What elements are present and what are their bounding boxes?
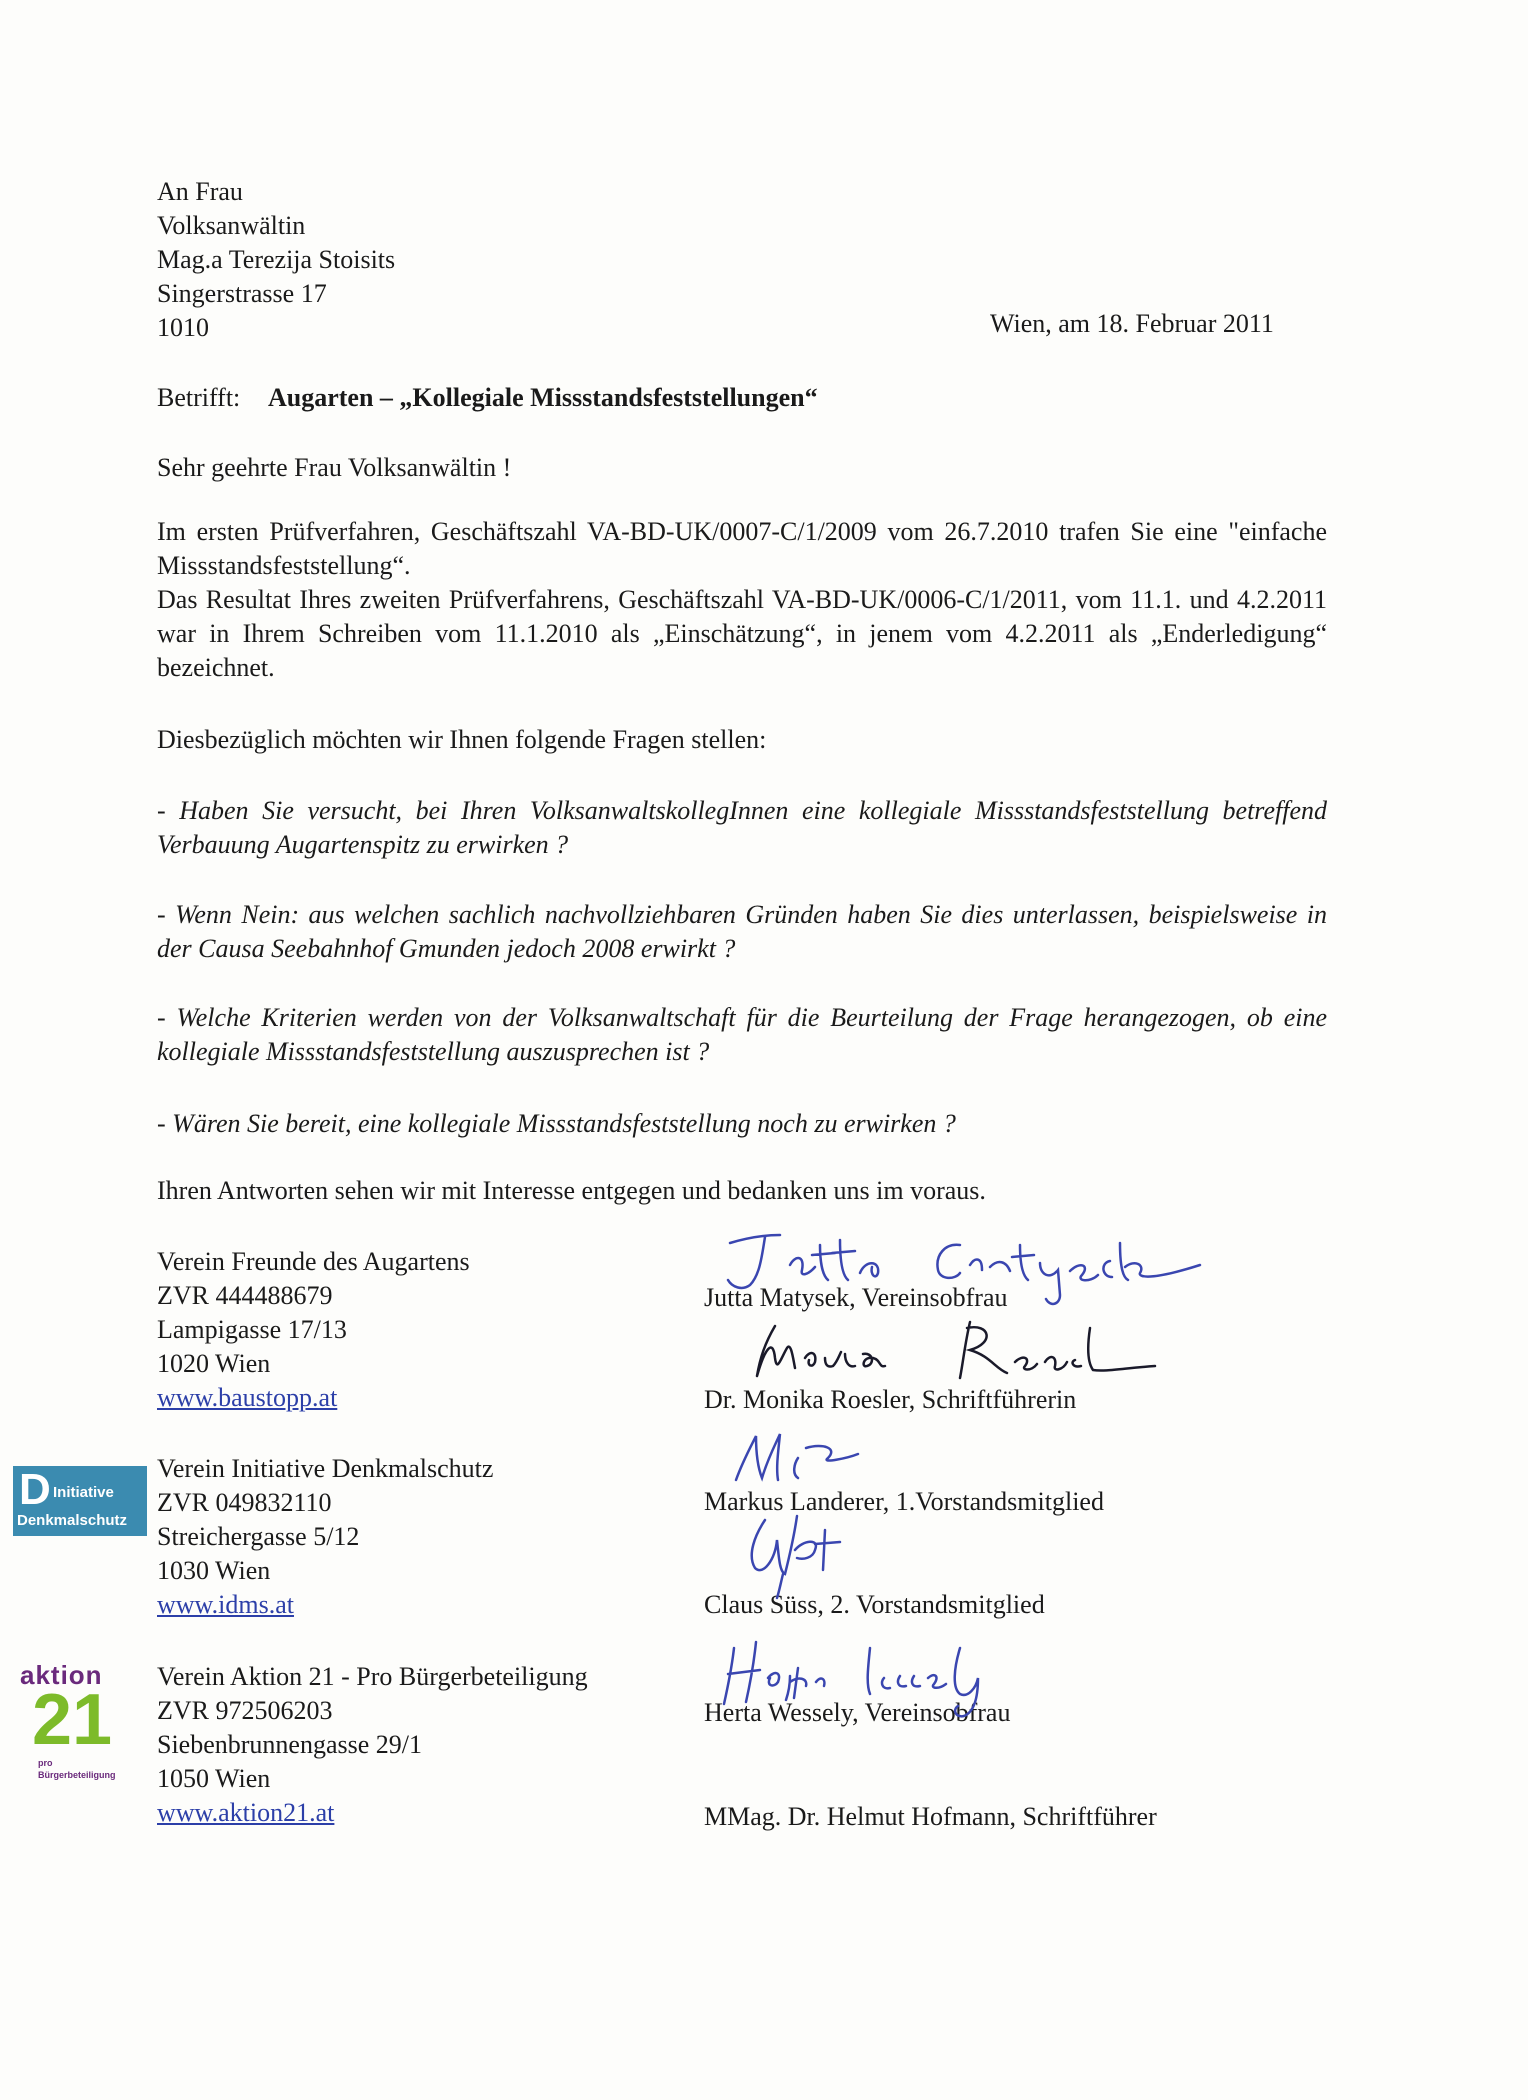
org-zvr: ZVR 444488679 bbox=[157, 1281, 333, 1310]
logo-text: Bürgerbeteiligung bbox=[38, 1770, 116, 1780]
org-name: Verein Freunde des Augartens bbox=[157, 1247, 470, 1276]
signature-landerer bbox=[728, 1428, 928, 1488]
logo-text: Initiative bbox=[53, 1484, 114, 1501]
signatory-name: Herta Wessely, Vereinsobfrau bbox=[704, 1698, 1011, 1727]
recipient-line: Volksanwältin bbox=[157, 211, 306, 240]
subject-text: Augarten – „Kollegiale Missstandsfeststellungen“ bbox=[268, 383, 818, 412]
body-paragraph: Das Resultat Ihres zweiten Prüfverfahrens, Geschäftszahl VA-BD-UK/0006-C/1/2011, vom 11.1. und 4.2.2011 war in Ihrem Schreiben vom 11.1.2010 als „Einschätzung“, in jenem vom 4.2.2011 als „Enderledigung“ bezeichnet. bbox=[157, 585, 1327, 682]
logo-text: pro bbox=[38, 1758, 53, 1768]
org-street: Lampigasse 17/13 bbox=[157, 1315, 347, 1344]
initiative-denkmalschutz-logo bbox=[13, 1466, 147, 1536]
org-website-link[interactable]: www.idms.at bbox=[157, 1590, 294, 1619]
signature-wessely bbox=[720, 1638, 1050, 1718]
org-zvr: ZVR 972506203 bbox=[157, 1696, 333, 1725]
salutation: Sehr geehrte Frau Volksanwältin ! bbox=[157, 453, 512, 482]
logo-word: aktion bbox=[20, 1660, 103, 1690]
signatory-name: Dr. Monika Roesler, Schriftführerin bbox=[704, 1385, 1077, 1414]
question-item: - Haben Sie versucht, bei Ihren VolksanwaltskollegInnen eine kollegiale Missstandsfeststellung betreffend Verbauung Augartenspitz zu erwirken ? bbox=[157, 796, 1327, 859]
signatory-name: Markus Landerer, 1.Vorstandsmitglied bbox=[704, 1487, 1104, 1516]
body-paragraph: Diesbezüglich möchten wir Ihnen folgende Fragen stellen: bbox=[157, 725, 767, 754]
aktion21-logo bbox=[20, 1660, 150, 1788]
signatory-name: MMag. Dr. Helmut Hofmann, Schriftführer bbox=[704, 1802, 1157, 1831]
org-name: Verein Initiative Denkmalschutz bbox=[157, 1454, 494, 1483]
org-website-link[interactable]: www.aktion21.at bbox=[157, 1798, 335, 1827]
org-street: Siebenbrunnengasse 29/1 bbox=[157, 1730, 423, 1759]
body-paragraph: Im ersten Prüfverfahren, Geschäftszahl VA-BD-UK/0007-C/1/2009 vom 26.7.2010 trafen Sie eine "einfache Missstandsfeststellung“. bbox=[157, 517, 1327, 580]
logo-number: 21 bbox=[32, 1680, 113, 1760]
recipient-line: Mag.a Terezija Stoisits bbox=[157, 245, 396, 274]
org-zvr: ZVR 049832110 bbox=[157, 1488, 332, 1517]
org-website-link[interactable]: www.baustopp.at bbox=[157, 1383, 338, 1412]
logo-mark: D bbox=[19, 1465, 51, 1514]
signatory-name: Jutta Matysek, Vereinsobfrau bbox=[704, 1283, 1008, 1312]
question-item: - Wenn Nein: aus welchen sachlich nachvollziehbaren Gründen haben Sie dies unterlassen, beispielsweise in der Causa Seebahnhof Gmunden jedoch 2008 erwirkt ? bbox=[157, 900, 1327, 963]
logo-text: Denkmalschutz bbox=[17, 1512, 128, 1529]
closing-sentence: Ihren Antworten sehen wir mit Interesse entgegen und bedanken uns im voraus. bbox=[157, 1176, 986, 1205]
recipient-line: Singerstrasse 17 bbox=[157, 279, 327, 308]
signature-suess bbox=[725, 1510, 855, 1600]
signature-roesler bbox=[745, 1318, 1165, 1388]
signatory-name: Claus Süss, 2. Vorstandsmitglied bbox=[704, 1590, 1045, 1619]
letter-date: Wien, am 18. Februar 2011 bbox=[990, 309, 1274, 338]
question-item: - Welche Kriterien werden von der Volksanwaltschaft für die Beurteilung der Frage herangezogen, ob eine kollegiale Missstandsfeststellung auszusprechen ist ? bbox=[157, 1003, 1327, 1066]
question-item: - Wären Sie bereit, eine kollegiale Missstandsfeststellung noch zu erwirken ? bbox=[157, 1109, 956, 1138]
org-name: Verein Aktion 21 - Pro Bürgerbeteiligung bbox=[157, 1662, 588, 1691]
recipient-line: An Frau bbox=[157, 177, 243, 206]
org-city: 1050 Wien bbox=[157, 1764, 271, 1793]
subject-label: Betrifft: bbox=[157, 383, 241, 412]
org-street: Streichergasse 5/12 bbox=[157, 1522, 360, 1551]
signature-matysek bbox=[720, 1225, 1260, 1305]
org-city: 1020 Wien bbox=[157, 1349, 271, 1378]
recipient-line: 1010 bbox=[157, 313, 209, 342]
org-city: 1030 Wien bbox=[157, 1556, 271, 1585]
